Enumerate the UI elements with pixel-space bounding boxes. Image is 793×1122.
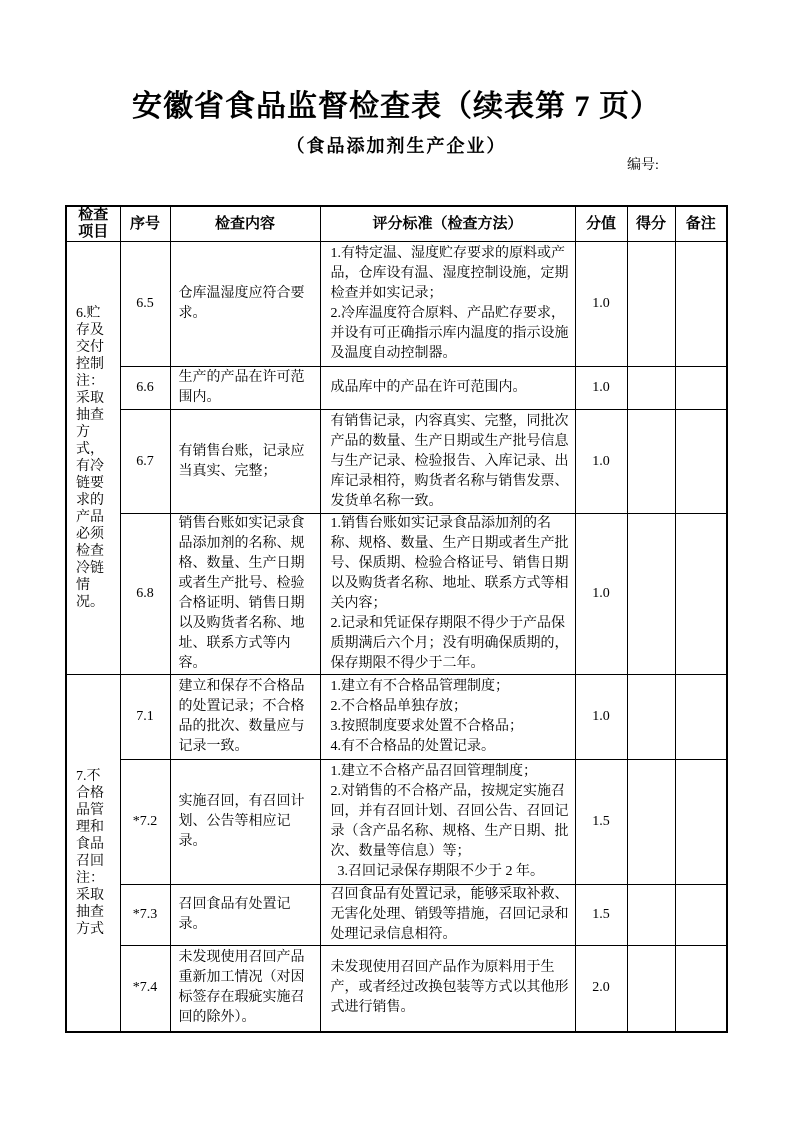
- table-row: [66, 514, 727, 675]
- remark-cell: [675, 885, 727, 946]
- score-cell: 1.0: [575, 675, 627, 760]
- header-earned: 得分: [627, 206, 675, 242]
- header-score: 分值: [575, 206, 627, 242]
- seq-cell: *7.4: [120, 946, 170, 1032]
- seq-cell: *7.3: [120, 885, 170, 946]
- content-cell: 建立和保存不合格品的处置记录；不合格品的批次、数量应与记录一致。: [170, 675, 320, 760]
- earned-cell: [627, 675, 675, 760]
- header-remark: 备注: [675, 206, 727, 242]
- standard-cell: 未发现使用召回产品作为原料用于生产，或者经过改换包装等方式以其他形式进行销售。: [320, 946, 575, 1032]
- table-row: [66, 946, 727, 1032]
- earned-cell: [627, 885, 675, 946]
- earned-cell: [627, 946, 675, 1032]
- standard-cell: 1.有特定温、湿度贮存要求的原料或产品，仓库设有温、湿度控制设施，定期检查并如实记录； 2.冷库温度符合原料、产品贮存要求，并设有可正确指示库内温度的指示设施及温度自动控制器。: [320, 242, 575, 367]
- remark-cell: [675, 242, 727, 367]
- seq-cell: 6.5: [120, 242, 170, 367]
- content-cell: 生产的产品在许可范围内。: [170, 367, 320, 410]
- content-cell: 召回食品有处置记录。: [170, 885, 320, 946]
- standard-cell: 有销售记录，内容真实、完整，同批次产品的数量、生产日期或生产批号信息与生产记录、检验报告、入库记录、出库记录相符，购货者名称与销售发票、发货单名称一致。: [320, 410, 575, 514]
- serial-number-label: 编号:: [627, 158, 659, 173]
- project-section-6: 6.贮存及交付控制 注：采取抽查方式，有冷链要求的产品必须检查冷链情况。: [66, 242, 120, 675]
- score-cell: 1.0: [575, 410, 627, 514]
- standard-cell: 1.销售台账如实记录食品添加剂的名称、规格、数量、生产日期或者生产批号、保质期、检验合格证号、销售日期以及购货者名称、地址、联系方式等相关内容； 2.记录和凭证保存期限不得少于产品保质期满后六个月；没有明确保质期的，保存期限不得少于二年。: [320, 514, 575, 675]
- score-cell: 2.0: [575, 946, 627, 1032]
- seq-cell: 7.1: [120, 675, 170, 760]
- remark-cell: [675, 514, 727, 675]
- table-row: [66, 675, 727, 760]
- remark-cell: [675, 410, 727, 514]
- earned-cell: [627, 242, 675, 367]
- remark-cell: [675, 946, 727, 1032]
- score-cell: 1.5: [575, 885, 627, 946]
- earned-cell: [627, 760, 675, 885]
- seq-cell: *7.2: [120, 760, 170, 885]
- header-project: 检查项目: [66, 206, 120, 242]
- remark-cell: [675, 760, 727, 885]
- content-cell: 销售台账如实记录食品添加剂的名称、规格、数量、生产日期或者生产批号、检验合格证明、销售日期以及购货者名称、地址、联系方式等内容。: [170, 514, 320, 675]
- inspection-table: [65, 205, 728, 1033]
- header-seq: 序号: [120, 206, 170, 242]
- content-cell: 仓库温湿度应符合要求。: [170, 242, 320, 367]
- table-row: [66, 367, 727, 410]
- earned-cell: [627, 367, 675, 410]
- standard-cell: 1.建立不合格产品召回管理制度； 2.对销售的不合格产品，按规定实施召回，并有召回计划、召回公告、召回记录（含产品名称、规格、生产日期、批次、数量等信息）等； 3.召回记录保存期限不少于 2 年。: [320, 760, 575, 885]
- earned-cell: [627, 514, 675, 675]
- score-cell: 1.0: [575, 242, 627, 367]
- content-cell: 有销售台账，记录应当真实、完整；: [170, 410, 320, 514]
- score-cell: 1.0: [575, 514, 627, 675]
- content-cell: 未发现使用召回产品重新加工情况（对因标签存在瑕疵实施召回的除外）。: [170, 946, 320, 1032]
- table-row: [66, 242, 727, 367]
- table-row: [66, 410, 727, 514]
- remark-cell: [675, 367, 727, 410]
- seq-cell: 6.7: [120, 410, 170, 514]
- seq-cell: 6.8: [120, 514, 170, 675]
- score-cell: 1.5: [575, 760, 627, 885]
- content-cell: 实施召回，有召回计划、公告等相应记录。: [170, 760, 320, 885]
- header-content: 检查内容: [170, 206, 320, 242]
- remark-cell: [675, 675, 727, 760]
- table-header-row: [66, 206, 727, 242]
- standard-cell: 召回食品有处置记录，能够采取补救、无害化处理、销毁等措施，召回记录和处理记录信息相符。: [320, 885, 575, 946]
- seq-cell: 6.6: [120, 367, 170, 410]
- table-row: [66, 760, 727, 885]
- project-section-7: 7.不合格品管理和食品召回 注：采取抽查方式: [66, 675, 120, 1032]
- header-standard: 评分标准（检查方法）: [320, 206, 575, 242]
- score-cell: 1.0: [575, 367, 627, 410]
- page-subtitle: （食品添加剂生产企业）: [286, 136, 507, 156]
- table-row: [66, 885, 727, 946]
- page-title: 安徽省食品监督检查表（续表第 7 页）: [132, 90, 661, 123]
- standard-cell: 1.建立有不合格品管理制度； 2.不合格品单独存放； 3.按照制度要求处置不合格品； 4.有不合格品的处置记录。: [320, 675, 575, 760]
- earned-cell: [627, 410, 675, 514]
- standard-cell: 成品库中的产品在许可范围内。: [320, 367, 575, 410]
